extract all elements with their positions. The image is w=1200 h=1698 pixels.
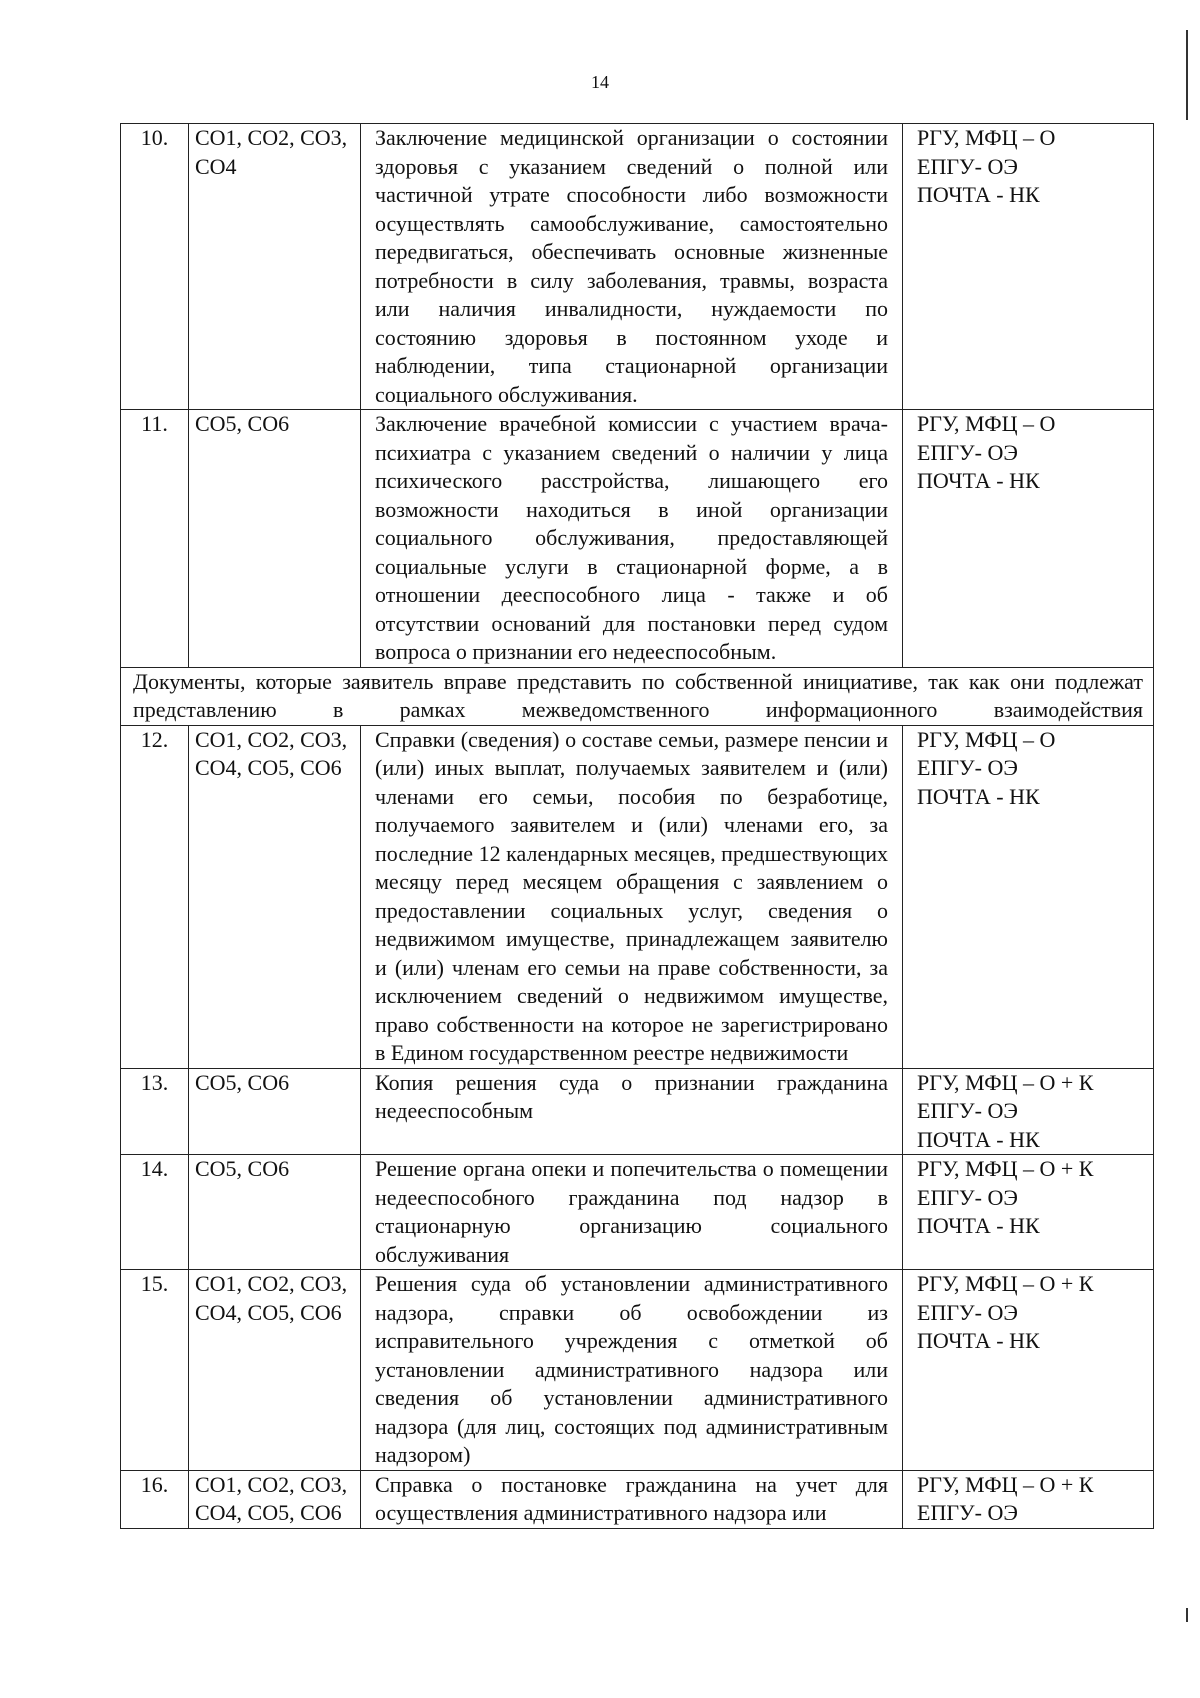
document-description: Заключение медицинской организации о состоянии здоровья с указанием сведений о полной или частичной утрате способности либо возможности осуществлять самообслуживание, самостоятельно передвигаться, обеспечивать основные жизненные потребности в силу заболевания, травмы, возраста или наличия инвалидности, нуждаемости по состоянию здоровья в постоянном уходе и наблюдении, типа стационарной организации социального обслуживания. (361, 124, 903, 410)
category-code-line: СО1, СО2, СО3, (195, 726, 348, 752)
submission-methods (903, 410, 1154, 668)
table-rows-before-section (121, 124, 1154, 668)
submission-methods (903, 124, 1154, 410)
submission-method-line: РГУ, МФЦ – О + К (917, 1156, 1094, 1181)
applicant-category-codes (189, 1155, 361, 1270)
section-header-text: Документы, которые заявитель вправе представить по собственной инициативе, так как они подлежат представлению в рамках межведомственного информационного взаимодействия (121, 667, 1154, 725)
submission-method-line: РГУ, МФЦ – О (917, 726, 1056, 752)
table-row (121, 725, 1154, 1068)
submission-method-line: ПОЧТА - НК (917, 1213, 1040, 1238)
submission-methods (903, 1068, 1154, 1155)
row-number: 15. (121, 1270, 189, 1471)
submission-method-line: РГУ, МФЦ – О + К (917, 1271, 1094, 1296)
submission-method-line: ЕПГУ- ОЭ (917, 755, 1018, 780)
submission-method-line: ЕПГУ- ОЭ (917, 439, 1018, 465)
submission-method-line: РГУ, МФЦ – О + К (917, 1069, 1094, 1095)
applicant-category-codes (189, 124, 361, 410)
row-number: 12. (121, 725, 189, 1068)
section-header-body (121, 667, 1154, 725)
submission-methods (903, 1155, 1154, 1270)
row-number: 14. (121, 1155, 189, 1270)
category-code-line: СО5, СО6 (195, 411, 290, 436)
category-code-line: СО4 (195, 153, 237, 179)
scan-edge-mark (1186, 1608, 1188, 1622)
table-row (121, 1270, 1154, 1471)
category-code-line: СО1, СО2, СО3, (195, 1471, 348, 1497)
scan-edge-mark (1186, 30, 1188, 120)
submission-methods (903, 1270, 1154, 1471)
table-row (121, 124, 1154, 410)
document-description: Заключение врачебной комиссии с участием врача-психиатра с указанием сведений о наличии у лица психического расстройства, лишающего его возможности находиться в иной организации социального обслуживания, предоставляющей социальные услуги в стационарной форме, а в отношении дееспособного лица - также и об отсутствии оснований для постановки перед судом вопроса о признании его недееспособным. (361, 410, 903, 668)
category-code-line: СО1, СО2, СО3, (195, 125, 348, 150)
submission-method-line: ЕПГУ- ОЭ (917, 1098, 1018, 1123)
applicant-category-codes (189, 1270, 361, 1471)
document-description: Решение органа опеки и попечительства о помещении недееспособного гражданина под надзор в стационарную организацию социального обслуживания (361, 1155, 903, 1270)
document-description: Копия решения суда о признании гражданина недееспособным (361, 1068, 903, 1155)
row-number: 11. (121, 410, 189, 668)
table-row (121, 1155, 1154, 1270)
submission-method-line: ПОЧТА - НК (917, 1328, 1040, 1353)
document-description: Решения суда об установлении административного надзора, справки об освобождении из исправительного учреждения с отметкой об установлении административного надзора или сведения об установлении административного надзора (для лиц, состоящих под административным надзором) (361, 1270, 903, 1471)
document-description: Справка о постановке гражданина на учет для осуществления административного надзора или (361, 1470, 903, 1528)
page-number: 14 (591, 72, 609, 92)
documents-table (120, 123, 1154, 1529)
applicant-category-codes (189, 410, 361, 668)
table-row (121, 410, 1154, 668)
submission-method-line: ЕПГУ- ОЭ (917, 1184, 1018, 1210)
table-row (121, 1470, 1154, 1528)
applicant-category-codes (189, 725, 361, 1068)
submission-method-line: РГУ, МФЦ – О + К (917, 1471, 1094, 1497)
submission-method-line: ПОЧТА - НК (917, 783, 1040, 809)
submission-method-line: ПОЧТА - НК (917, 182, 1040, 207)
section-header-row (121, 667, 1154, 725)
category-code-line: СО5, СО6 (195, 1156, 290, 1181)
submission-method-line: ЕПГУ- ОЭ (917, 153, 1018, 179)
applicant-category-codes (189, 1470, 361, 1528)
category-code-line: СО4, СО5, СО6 (195, 1299, 342, 1325)
document-description: Справки (сведения) о составе семьи, размере пенсии и (или) иных выплат, получаемых заявителем и (или) членами его семьи, пособия по безработице, получаемого заявителем и (или) членами его, за последние 12 календарных месяцев, предшествующих месяцу перед месяцем обращения с заявлением о предоставлении социальных услуг, сведения о недвижимом имуществе, принадлежащем заявителю и (или) членам его семьи на праве собственности, за исключением сведений о недвижимом имуществе, право собственности на которое не зарегистрировано в Едином государственном реестре недвижимости (361, 725, 903, 1068)
table-row (121, 1068, 1154, 1155)
submission-methods (903, 725, 1154, 1068)
table-rows-after-section (121, 725, 1154, 1528)
row-number: 13. (121, 1068, 189, 1155)
category-code-line: СО5, СО6 (195, 1069, 290, 1095)
submission-method-line: РГУ, МФЦ – О (917, 411, 1056, 436)
category-code-line: СО4, СО5, СО6 (195, 755, 342, 780)
category-code-line: СО1, СО2, СО3, (195, 1271, 348, 1296)
submission-method-line: ПОЧТА - НК (917, 468, 1040, 493)
submission-method-line: ЕПГУ- ОЭ (917, 1500, 1018, 1525)
category-code-line: СО4, СО5, СО6 (195, 1500, 342, 1525)
submission-method-line: ЕПГУ- ОЭ (917, 1299, 1018, 1325)
submission-method-line: ПОЧТА - НК (917, 1126, 1040, 1152)
row-number: 16. (121, 1470, 189, 1528)
applicant-category-codes (189, 1068, 361, 1155)
submission-methods (903, 1470, 1154, 1528)
row-number: 10. (121, 124, 189, 410)
submission-method-line: РГУ, МФЦ – О (917, 125, 1056, 150)
